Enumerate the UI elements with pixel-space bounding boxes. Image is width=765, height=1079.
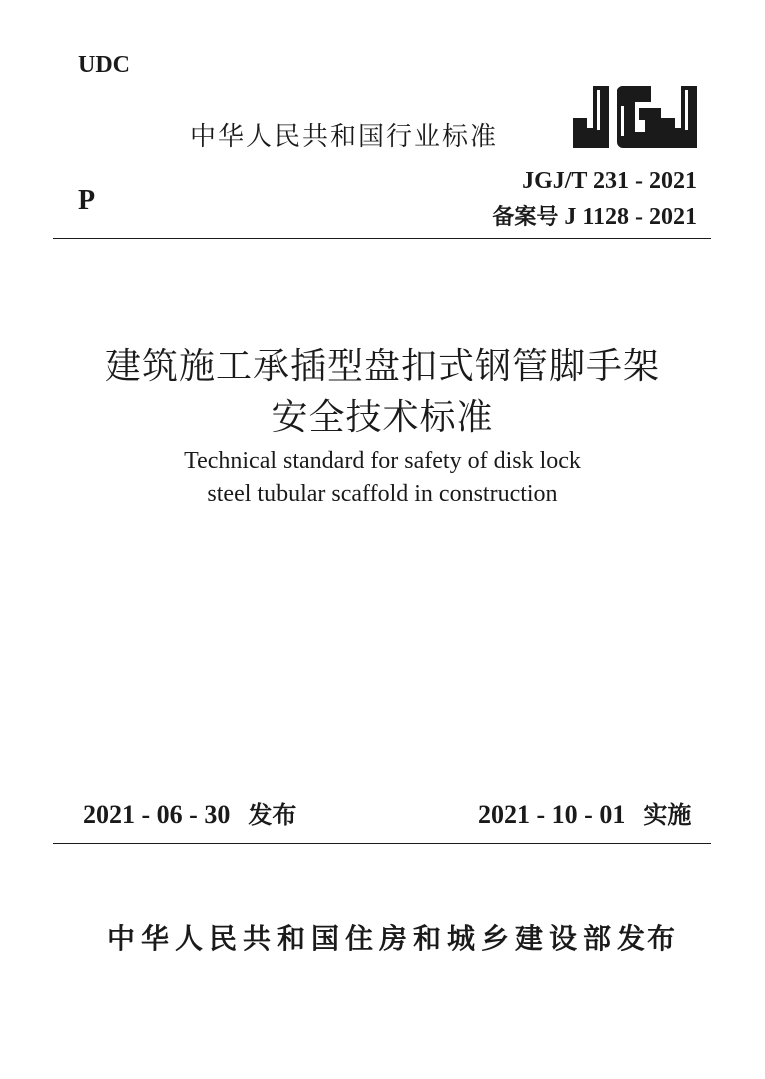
record-label: 备案号	[492, 205, 559, 230]
effective-date: 2021 - 10 - 01	[478, 800, 626, 829]
jgj-logo	[571, 86, 701, 148]
industry-standard-heading: 中华人民共和国行业标准	[190, 122, 499, 152]
title-chinese-line-2: 安全技术标准	[271, 397, 494, 438]
title-chinese-line-1: 建筑施工承插型盘扣式钢管脚手架	[104, 346, 660, 387]
release-date: 2021 - 06 - 30	[83, 800, 231, 829]
top-divider	[53, 238, 711, 239]
category-letter: P	[78, 185, 96, 216]
title-english-line-2: steel tubular scaffold in construction	[207, 481, 558, 507]
udc-label: UDC	[78, 52, 130, 78]
issue-label: 发布	[617, 922, 678, 955]
issuing-authority: 中华人民共和国住房和城乡建设部	[107, 922, 618, 955]
release-date-line	[83, 795, 296, 830]
record-number: J 1128 - 2021	[564, 204, 697, 230]
record-number-line	[492, 200, 697, 231]
effective-date-line	[478, 795, 691, 830]
release-label: 发布	[248, 801, 297, 829]
bottom-divider	[53, 843, 711, 844]
effective-label: 实施	[643, 801, 692, 829]
title-english-line-1: Technical standard for safety of disk lock	[184, 448, 581, 474]
standard-number: JGJ/T 231 - 2021	[522, 168, 697, 194]
